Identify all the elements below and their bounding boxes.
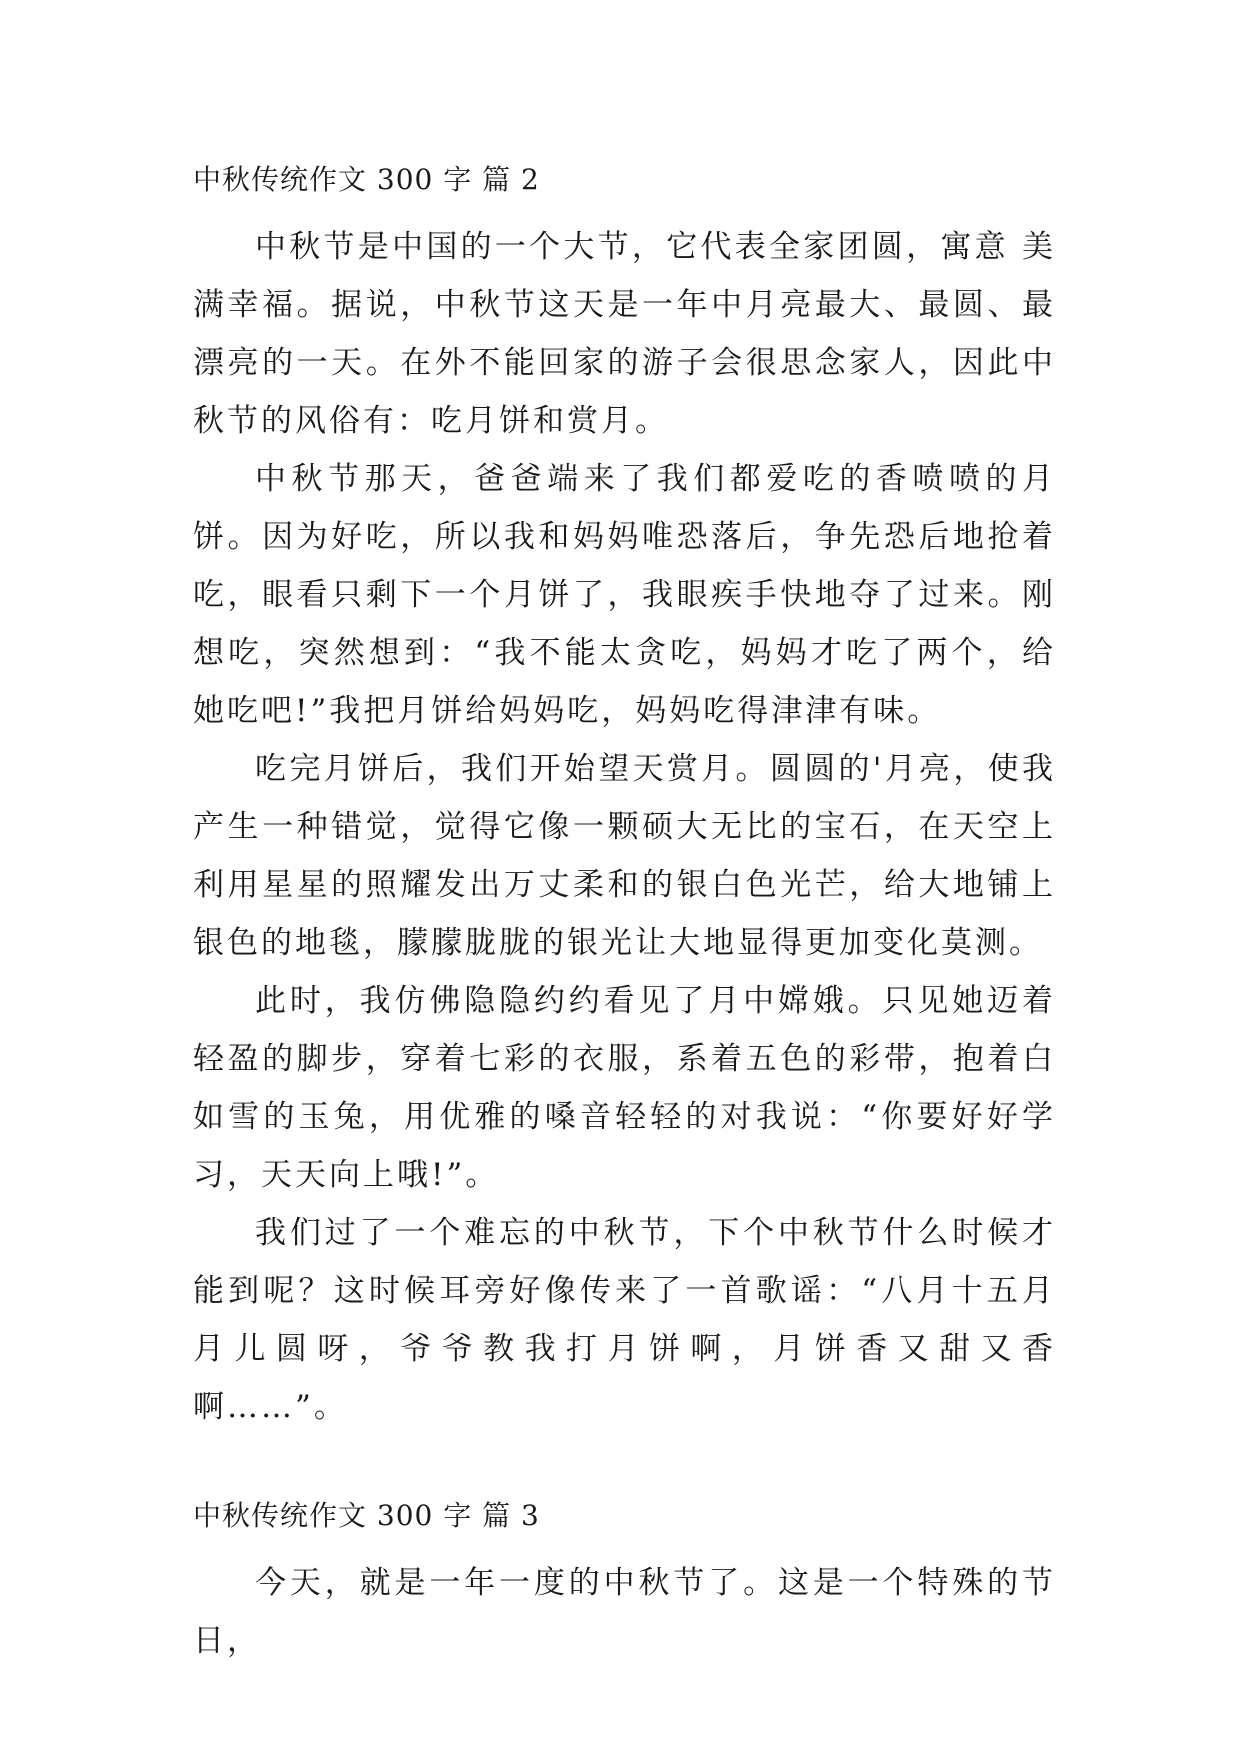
paragraph: 我们过了一个难忘的中秋节，下个中秋节什么时候才能到呢？这时候耳旁好像传来了一首歌谣：“八月十五月月儿圆呀，爷爷教我打月饼啊，月饼香又甜又香啊……”。 bbox=[193, 1215, 1056, 1425]
section-heading: 中秋传统作文 300 字 篇 3 bbox=[193, 1499, 540, 1532]
paragraph: 吃完月饼后，我们开始望天赏月。圆圆的'月亮，使我产生一种错觉，觉得它像一颗硕大无比的宝石，在天空上利用星星的照耀发出万丈柔和的银白色光芒，给大地铺上银色的地毯，朦朦胧胧的银光让大地显得更加变化莫测。 bbox=[193, 751, 1056, 961]
document-body bbox=[193, 160, 1056, 1670]
paragraph: 此时，我仿佛隐隐约约看见了月中嫦娥。只见她迈着轻盈的脚步，穿着七彩的衣服，系着五色的彩带，抱着白如雪的玉兔，用优雅的嗓音轻轻的对我说：“你要好好学习，天天向上哦!”。 bbox=[193, 983, 1056, 1193]
paragraph: 中秋节那天，爸爸端来了我们都爱吃的香喷喷的月饼。因为好吃，所以我和妈妈唯恐落后，争先恐后地抢着吃，眼看只剩下一个月饼了，我眼疾手快地夺了过来。刚想吃，突然想到：“我不能太贪吃，妈妈才吃了两个，给她吃吧!”我把月饼给妈妈吃，妈妈吃得津津有味。 bbox=[193, 461, 1056, 729]
paragraph: 中秋节是中国的一个大节，它代表全家团圆，寓意 美满幸福。据说，中秋节这天是一年中月亮最大、最圆、最漂亮的一天。在外不能回家的游子会很思念家人，因此中秋节的风俗有：吃月饼和赏月。 bbox=[193, 229, 1056, 439]
section-heading: 中秋传统作文 300 字 篇 2 bbox=[193, 163, 540, 196]
paragraph: 今天，就是一年一度的中秋节了。这是一个特殊的节日， bbox=[193, 1565, 1056, 1659]
